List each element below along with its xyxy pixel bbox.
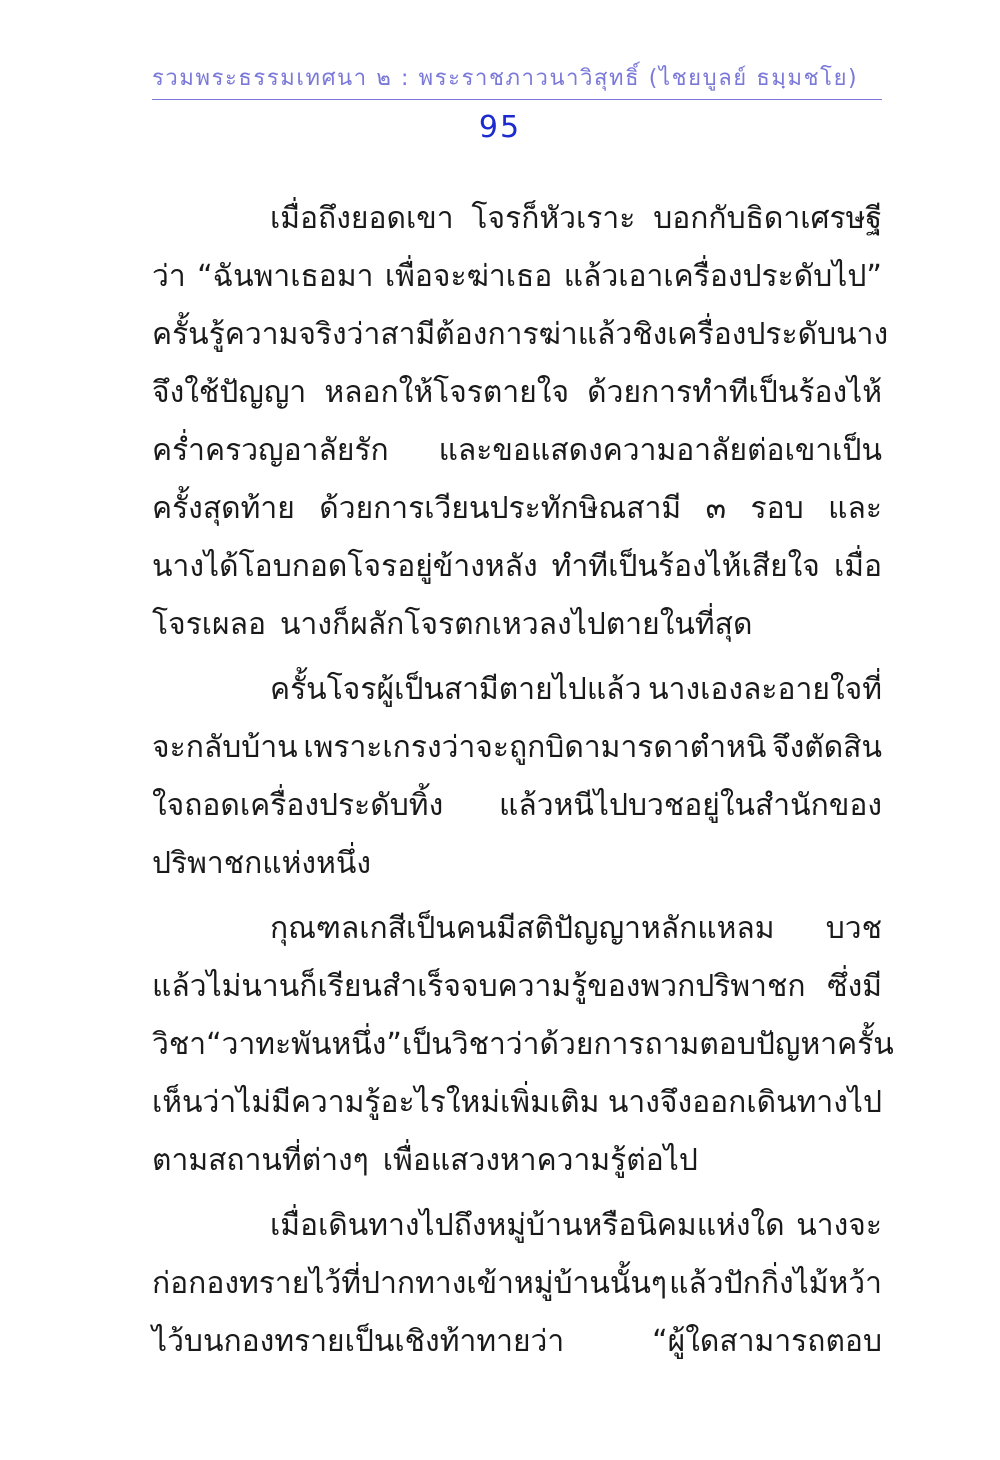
text-line [152,1313,882,1371]
text-word: นางเองละอายใจที่ [648,672,882,707]
text-word: นางจึงออกเดินทางไป [607,1085,882,1120]
text-word: เมื่อถึงยอดเขา [270,201,454,236]
text-word: ครั้งสุดท้าย [152,491,295,526]
text-word: นางจะ [796,1208,882,1243]
text-line [152,248,882,306]
text-word: เพื่อจะฆ่าเธอ [384,259,553,294]
paragraph-1 [152,190,889,654]
text-word: แล้วหนีไปบวชอยู่ในสำนักของ [499,788,882,823]
text-word: เมื่อเดินทางไปถึงหมู่บ้านหรือนิคมแห่งใด [270,1208,785,1243]
text-word: และ [828,491,882,526]
text-word: ไว้บนกองทรายเป็นเชิงท้าทายว่า [152,1324,565,1359]
text-word: ทำทีเป็นร้องไห้เสียใจ [551,549,820,584]
text-word: โจรเผลอ [152,607,267,642]
text-line [152,661,882,719]
text-word: เมื่อ [833,549,882,584]
paragraph-3 [152,900,894,1190]
paragraph-4 [152,1197,882,1371]
text-line [152,364,882,422]
text-word: “ฉันพาเธอมา [197,259,374,294]
text-word: ครั้นโจรผู้เป็นสามีตายไปแล้ว [270,672,642,707]
text-word: ครั้น [837,1027,894,1062]
text-word: บวช [825,911,882,946]
text-line [152,1016,894,1074]
body-text [152,190,894,1378]
text-word: “วาทะพันหนึ่ง” [206,1027,402,1062]
text-line [152,422,882,480]
text-line [152,958,882,1016]
text-word: ครั้นรู้ความจริงว่าสามีต้องการฆ่า [152,317,578,352]
text-word: กุณฑลเกสีเป็นคนมีสติปัญญาหลักแหลม [270,911,775,946]
page-number: 95 [478,110,522,145]
text-word: เห็นว่าไม่มีความรู้อะไรใหม่เพิ่มเติม [152,1085,600,1120]
text-word: บอกกับธิดาเศรษฐี [653,201,882,236]
text-word: แล้วปักกิ่งไม้หว้า [669,1266,882,1301]
text-word: รอบ [750,491,804,526]
text-word: ซึ่งมี [827,969,882,1004]
text-word: คร่ำครวญอาลัยรัก [152,433,389,468]
text-word: แล้วชิงเครื่องประดับ [577,317,837,352]
text-word: จึงตัดสิน [771,730,882,765]
text-word: เพื่อแสวงหาความรู้ต่อไป [382,1143,698,1178]
text-word: ว่า [152,259,186,294]
text-line [152,190,882,248]
text-line [152,719,882,777]
text-word: แล้วไม่นานก็เรียนสำเร็จจบความรู้ของพวกปริพาชก [152,969,806,1004]
text-word: วิชา [152,1027,207,1062]
text-word: นาง [836,317,889,352]
text-line [152,480,882,538]
text-word: ก่อกองทรายไว้ที่ปากทางเข้าหมู่บ้านนั้นๆ [152,1266,668,1301]
text-line [152,596,882,654]
text-word: จะกลับบ้าน [152,730,298,765]
text-word: ด้วยการทำทีเป็นร้องไห้ [587,375,882,410]
text-word: ๓ [705,491,727,526]
text-line [152,835,882,893]
text-word: นางได้โอบกอดโจรอยู่ข้างหลัง [152,549,538,584]
text-word: ตามสถานที่ต่างๆ [152,1143,369,1178]
text-word: ด้วยการเวียนประทักษิณสามี [319,491,682,526]
text-line [152,777,882,835]
text-line [152,538,882,596]
text-line [152,1074,882,1132]
text-word: แล้วเอาเครื่องประดับไป” [563,259,882,294]
text-word: นางก็ผลักโจรตกเหวลงไปตายในที่สุด [280,607,753,642]
running-header [152,64,882,100]
text-word: หลอกให้โจรตายใจ [324,375,570,410]
text-word: และขอแสดงความอาลัยต่อเขาเป็น [438,433,882,468]
text-line [152,1255,882,1313]
text-word: โจรก็หัวเราะ [471,201,636,236]
text-word: เพราะเกรงว่าจะถูกบิดามารดาตำหนิ [303,730,767,765]
text-word: ใจถอดเครื่องประดับทิ้ง [152,788,444,823]
text-word: จึงใช้ปัญญา [152,375,307,410]
text-line [152,900,882,958]
header-title: รวมพระธรรมเทศนา ๒ : พระราชภาวนาวิสุทธิ์ (ไชยบูลย์ ธมฺมชโย) [152,66,859,91]
text-word: ปริพาชกแห่งหนึ่ง [152,846,371,881]
text-line [152,306,889,364]
paragraph-2 [152,661,882,893]
text-word: เป็นวิชาว่าด้วยการถามตอบปัญหา [401,1027,838,1062]
text-line [152,1132,882,1190]
text-line [152,1197,882,1255]
text-word: “ผู้ใดสามารถตอบ [652,1324,882,1359]
